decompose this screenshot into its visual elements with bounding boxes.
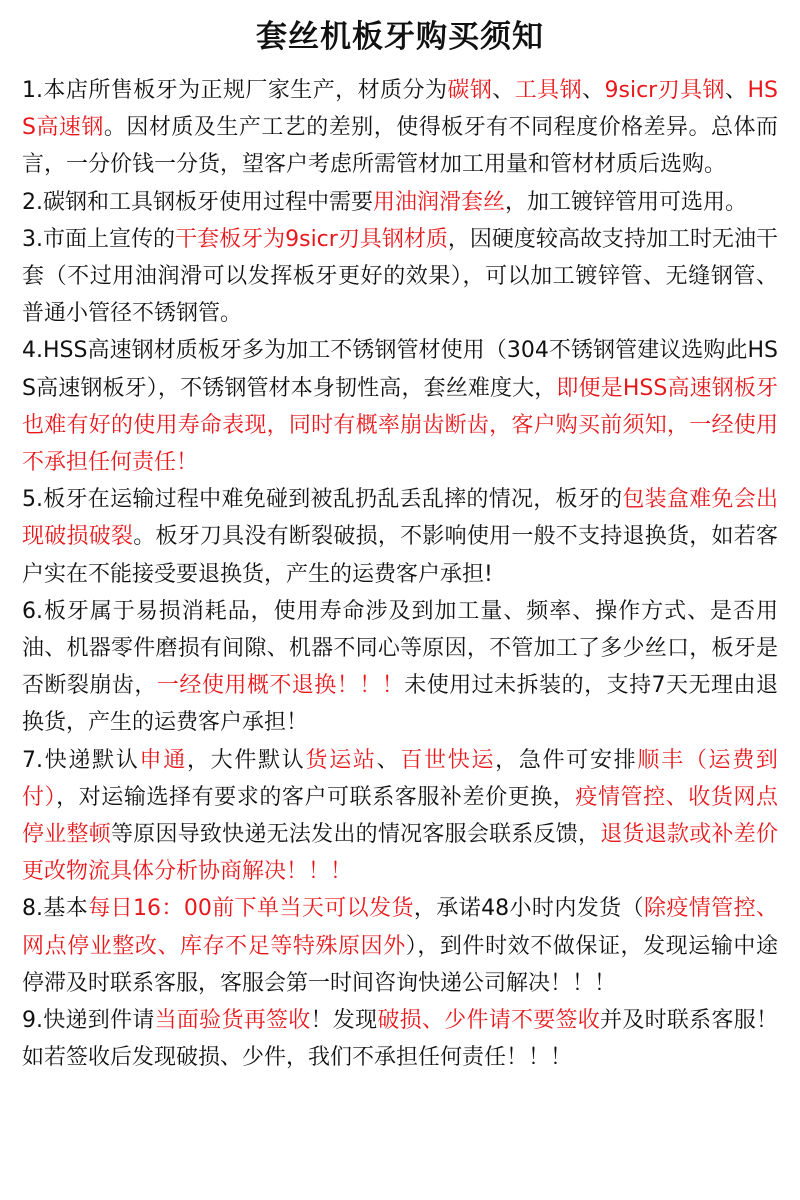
highlight-text: 工具钢 xyxy=(514,78,583,103)
highlight-text: 当面验货再签收 xyxy=(154,1008,311,1034)
page-title: 套丝机板牙购买须知 xyxy=(256,19,544,55)
notice-item-6 xyxy=(22,593,778,742)
notice-text: 8.基本 xyxy=(22,896,89,922)
highlight-text: 货运站 xyxy=(305,747,377,773)
notice-item-8 xyxy=(22,890,778,1002)
notice-text: ，大件默认 xyxy=(186,747,306,773)
highlight-text: 干套板牙为9sicr刃具钢材质 xyxy=(175,226,448,252)
notice-item-4 xyxy=(22,332,778,481)
notice-text: 2.碳钢和工具钢板牙使用过程中需要 xyxy=(22,189,373,215)
notice-text: ，对运输选择有要求的客户可联系客服补差价更换， xyxy=(56,784,576,810)
highlight-text: 每日16：00前下单当天可以发货 xyxy=(88,896,414,922)
notice-item-5 xyxy=(22,481,778,593)
highlight-text: 碳钢 xyxy=(447,78,493,103)
highlight-text: 用油润滑套丝 xyxy=(373,189,506,215)
highlight-text: 9sicr刃具钢 xyxy=(604,78,725,103)
highlight-text: 退货退款或补差价更改物流具体分析协商解决！！！ xyxy=(22,822,778,885)
notice-text: 9.快递到件请 xyxy=(22,1008,155,1034)
notice-text: 、 xyxy=(376,747,401,773)
notice-item-1 xyxy=(22,72,778,184)
notice-text: ），到件时效不做保证，发现运输中途停滞及时联系客服，客服会第一时间咨询快递公司解决！！！ xyxy=(22,933,778,996)
notice-text: 1.本店所售板牙为正规厂家生产，材质分为 xyxy=(22,78,448,103)
notice-text: 5.板牙在运输过程中难免碰到被乱扔乱丢乱摔的情况，板牙的 xyxy=(22,487,623,513)
notice-text: 7.快递默认 xyxy=(22,747,140,773)
notice-text: 4.HSS高速钢材质板牙多为加工不锈钢管材使用（304不锈钢管建议选购此HSS高速钢板牙），不锈钢管材本身韧性高，套丝难度大， xyxy=(22,338,778,401)
highlight-text: 破损、少件请不要签收 xyxy=(377,1008,601,1034)
highlight-text: 百世快运 xyxy=(400,747,496,773)
notice-text: 、 xyxy=(492,78,515,103)
notice-text: ，加工镀锌管用可选用。 xyxy=(505,189,748,215)
notice-text: 未使用过未拆装的，支持7天无理由退换货，产生的运费客户承担！ xyxy=(22,673,778,736)
notice-item-3 xyxy=(22,221,778,333)
notice-text: 、 xyxy=(725,78,748,103)
notice-text: 。因材质及生产工艺的差别，使得板牙有不同程度价格差异。总体而言，一分价钱一分货，望客户考虑所需管材加工用量和管材材质后选购。 xyxy=(22,115,778,178)
notice-text: ，急件可安排 xyxy=(495,747,638,773)
notice-text: ，承诺48小时内发货（ xyxy=(413,896,644,922)
highlight-text: 一经使用概不退换！！！ xyxy=(156,673,405,699)
notice-text: 。板牙刀具没有断裂破损，不影响使用一般不支持退换货，如若客户实在不能接受要退换货，产生的运费客户承担! xyxy=(22,524,778,587)
notice-text: 等原因导致快递无法发出的情况客服会联系反馈， xyxy=(110,822,601,848)
notice-text: 3.市面上宣传的 xyxy=(22,226,176,252)
highlight-text: 除疫情管控、网点停业整改、库存不足等特殊原因外 xyxy=(22,896,778,959)
notice-text: ！发现 xyxy=(310,1008,378,1034)
notice-item-9 xyxy=(22,1002,778,1076)
notice-text: 、 xyxy=(582,78,605,103)
notice-item-7 xyxy=(22,742,778,891)
highlight-text: 申通 xyxy=(139,747,187,773)
highlight-text: 疫情管控、收货网点停业整顿 xyxy=(22,784,778,848)
notice-text: 并及时联系客服！如若签收后发现破损、少件，我们不承担任何责任！！！ xyxy=(22,1008,778,1071)
notice-item-2 xyxy=(22,184,778,221)
notice-text: ，因硬度较高故支持加工时无油干套（不过用油润滑可以发挥板牙更好的效果），可以加工镀锌管、无缝钢管、普通小管径不锈钢管。 xyxy=(22,226,778,327)
highlight-text: 顺丰（运费到付） xyxy=(22,747,778,810)
notice-text: 6.板牙属于易损消耗品，使用寿命涉及到加工量、频率、操作方式、是否用油、机器零件磨损有间隙、机器不同心等原因，不管加工了多少丝口，板牙是否断裂崩齿， xyxy=(22,598,778,699)
highlight-text: HSS高速钢 xyxy=(22,78,778,141)
highlight-text: 包装盒难免会出现破损破裂 xyxy=(22,487,778,550)
highlight-text: 即便是HSS高速钢板牙也难有好的使用寿命表现，同时有概率崩齿断齿，客户购买前须知，一经使用不承担任何责任！ xyxy=(22,375,778,476)
